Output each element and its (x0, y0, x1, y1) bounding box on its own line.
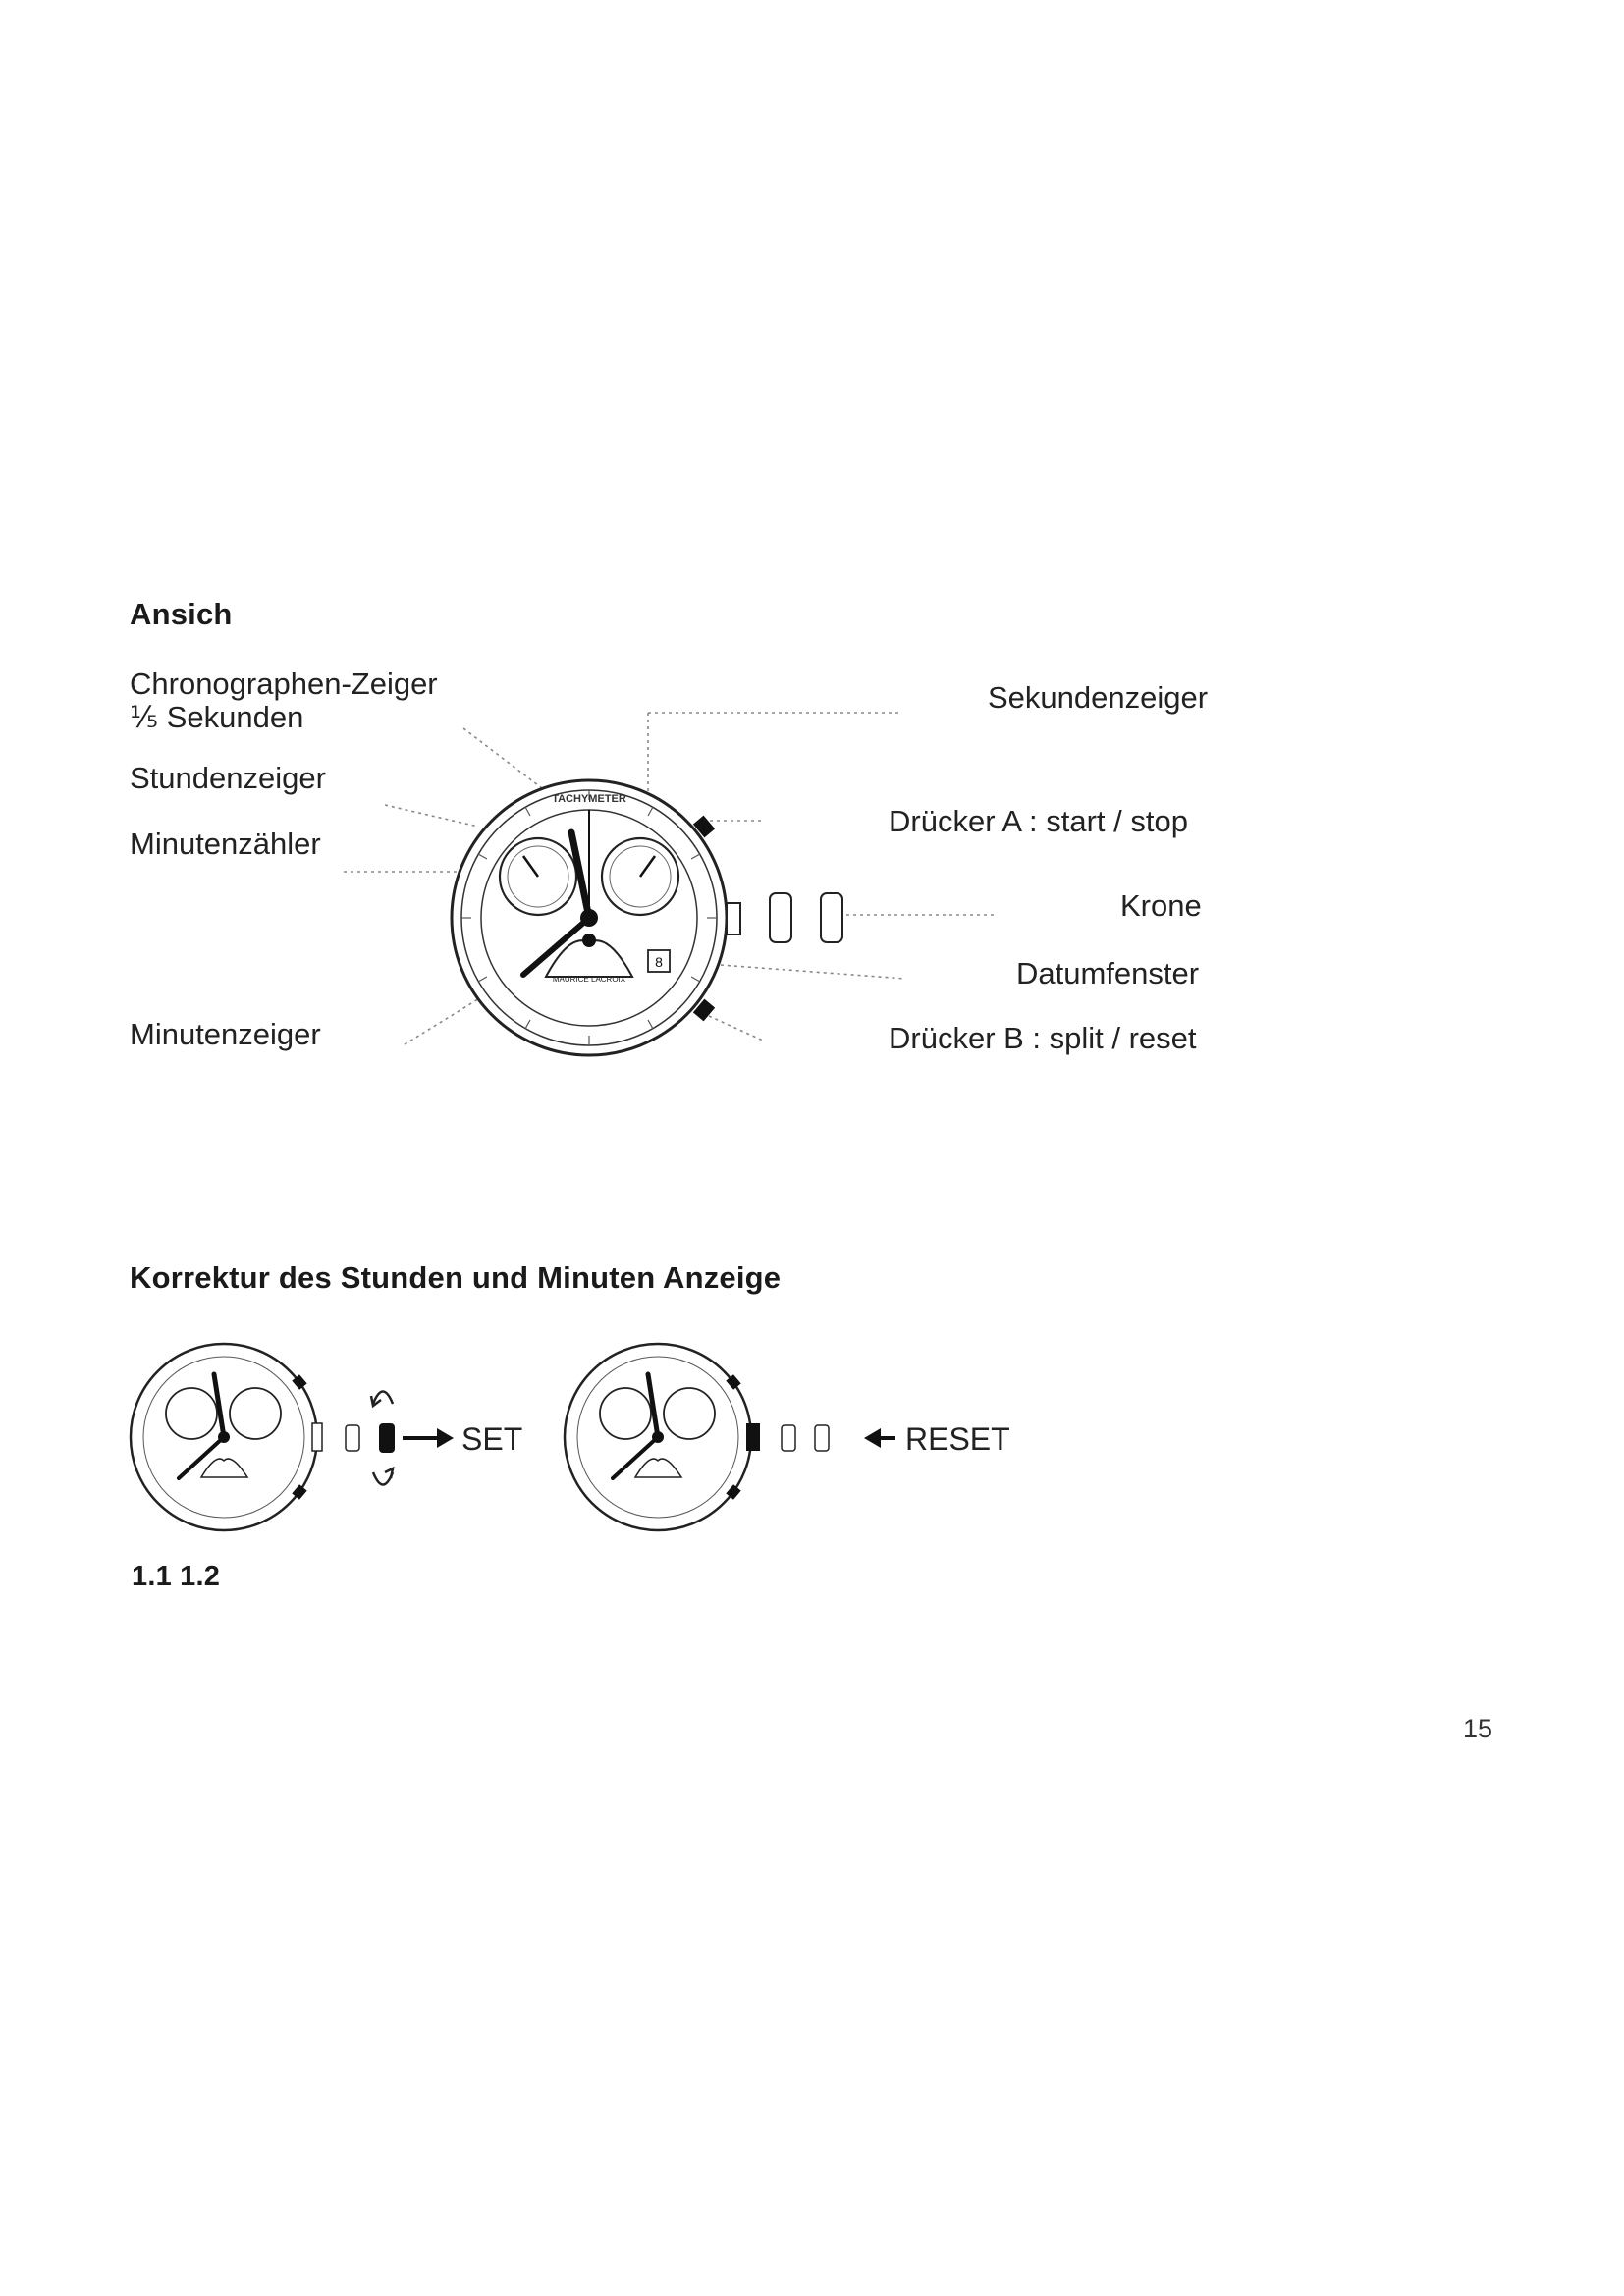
label-minute-hand: Minutenzeiger (130, 1017, 321, 1051)
brand-text: MAURICE LACROIX (552, 975, 626, 984)
watch-small-2 (565, 1344, 829, 1530)
label-pusher-a: Drücker A : start / stop (889, 804, 1188, 838)
set-label: SET (461, 1421, 523, 1457)
label-crown: Krone (1120, 888, 1202, 923)
page-number: 15 (1463, 1714, 1493, 1743)
section-title-correction: Korrektur des Stunden und Minuten Anzeige (130, 1260, 782, 1295)
label-pusher-b: Drücker B : split / reset (889, 1021, 1197, 1055)
label-minute-counter: Minutenzähler (130, 827, 321, 861)
section-title-view: Ansich (130, 597, 233, 631)
date-digit: 8 (655, 954, 663, 970)
step-numbers: 1.1 1.2 (132, 1561, 221, 1592)
label-chrono-hand: Chronographen-Zeiger (130, 667, 438, 701)
label-hour-hand: Stundenzeiger (130, 761, 326, 795)
watch-small-1 (131, 1344, 395, 1530)
fifth-seconds-text: Sekunden (166, 700, 304, 734)
reset-arrow-icon (864, 1428, 895, 1448)
tachymeter-text: TACHYMETER (552, 793, 626, 805)
reset-label: RESET (905, 1421, 1010, 1457)
label-date-window: Datumfenster (1016, 956, 1200, 990)
fraction-one-fifth: ⅕ (130, 702, 159, 734)
label-second-hand: Sekundenzeiger (988, 680, 1209, 715)
set-arrow-icon (403, 1428, 454, 1448)
